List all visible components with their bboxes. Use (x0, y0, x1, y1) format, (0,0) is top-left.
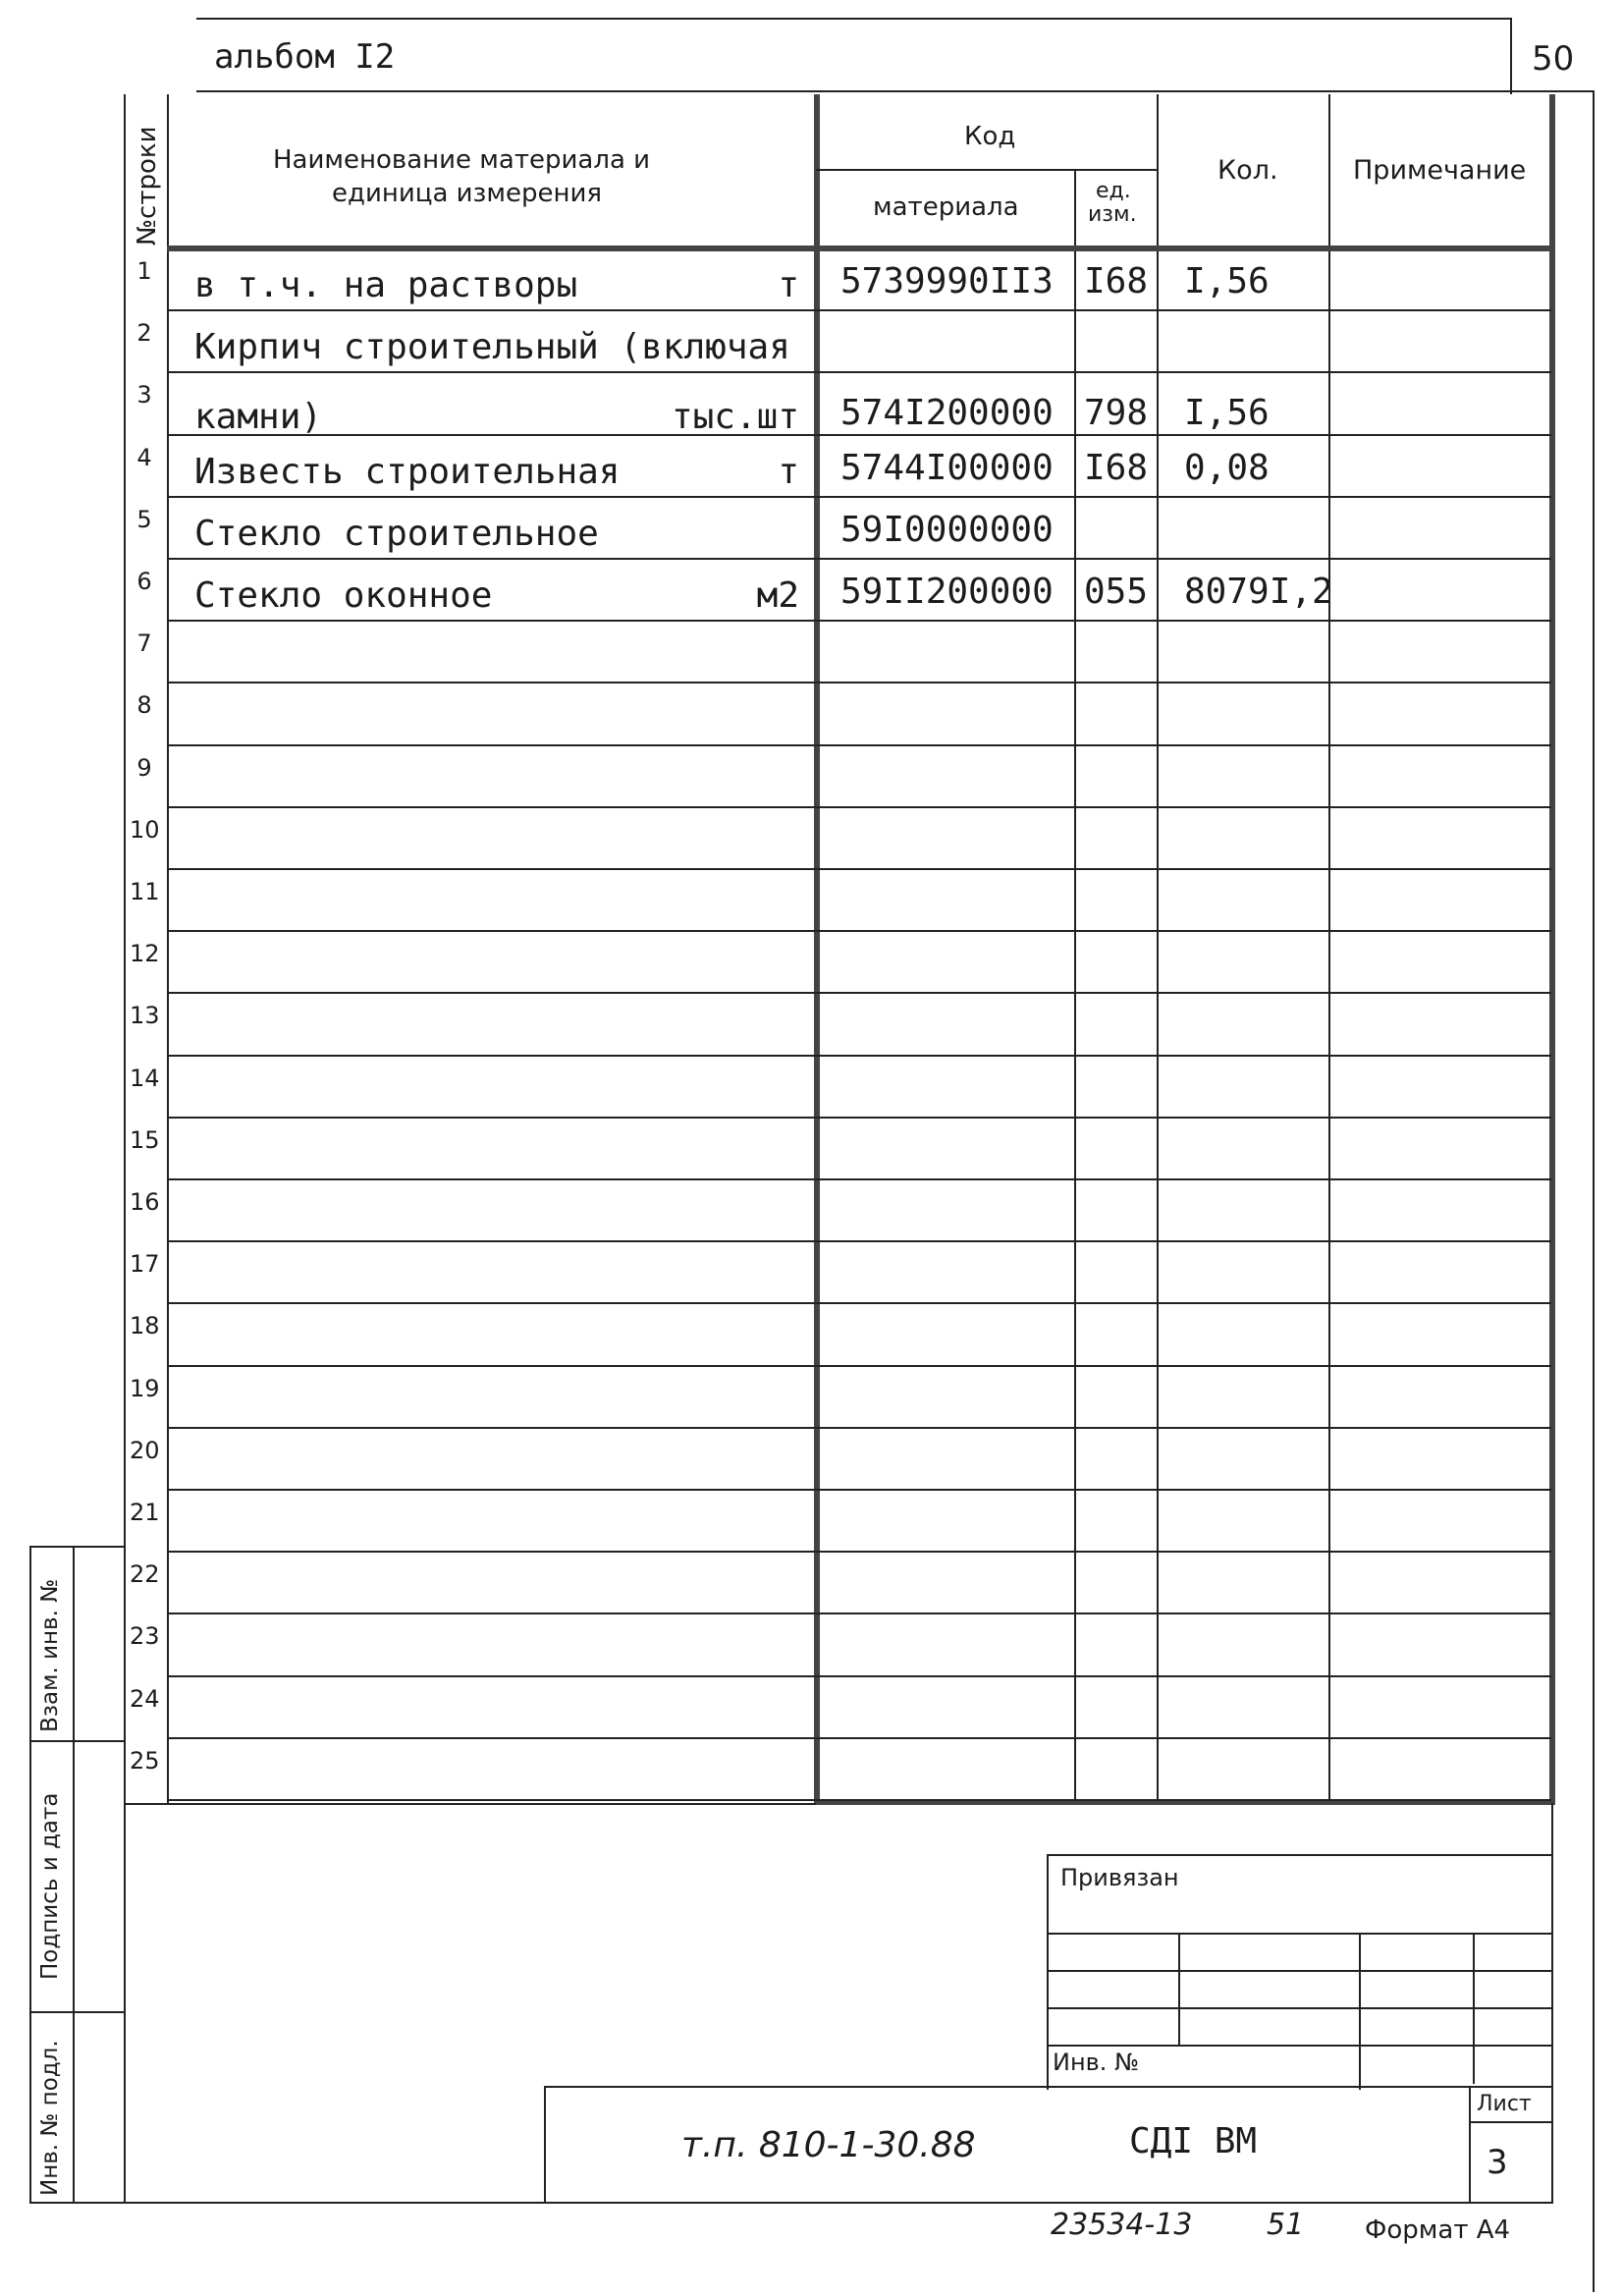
unit-of-measure: т (778, 265, 799, 305)
row-rule (167, 868, 1551, 870)
side-block-left (29, 1546, 31, 2202)
row-number: 2 (136, 319, 152, 347)
unit-code: 055 (1084, 572, 1149, 612)
inv-original-label: Инв. № подл. (37, 2040, 63, 2196)
material-code: 5744I00000 (840, 448, 1054, 488)
material-code: 5739990II3 (840, 261, 1054, 301)
row-rule (167, 1737, 1551, 1739)
unit-header-line1: ед. (1096, 179, 1131, 203)
row-rule (167, 558, 1551, 560)
frame-left (124, 1803, 126, 2202)
name-header-line2: единица измерения (332, 179, 603, 208)
row-rule (167, 1613, 1551, 1614)
frame-bottom (29, 2202, 1553, 2204)
material-code: 574I200000 (840, 393, 1054, 433)
row-number: 12 (130, 940, 160, 967)
unit-header-line2: изм. (1088, 202, 1137, 227)
quantity: 0,08 (1184, 448, 1270, 488)
row-rule (167, 1302, 1551, 1304)
row-rule (167, 930, 1551, 932)
name-header-line1: Наименование материала и (273, 145, 651, 175)
row-number: 16 (130, 1188, 160, 1216)
unit-code: I68 (1084, 261, 1149, 301)
stamp-rule-3 (1047, 2007, 1551, 2009)
code-subheader-rule (816, 169, 1158, 171)
row-rule (167, 1055, 1551, 1057)
frame-right-lower (1551, 1803, 1553, 2202)
stamp-col-1 (1178, 1933, 1180, 2045)
row-rule (167, 496, 1551, 498)
row-number: 22 (130, 1560, 160, 1588)
frame-right-outer (1593, 90, 1595, 2292)
col-unit-right (1157, 94, 1159, 1799)
stamp-rule-4 (1047, 2045, 1551, 2047)
replace-inv-label: Взам. инв. № (37, 1578, 63, 1732)
row-number: 10 (130, 816, 160, 844)
row-number: 6 (136, 568, 152, 595)
side-block-top (29, 1546, 124, 1548)
row-number: 24 (130, 1685, 160, 1713)
row-rule (167, 1799, 1551, 1801)
sheet-box-left (1469, 2086, 1471, 2202)
stamp-left-upper (1047, 1854, 1049, 2090)
row-number: 19 (130, 1375, 160, 1402)
row-number-header: №строки (133, 126, 162, 246)
unit-code: 798 (1084, 393, 1149, 433)
row-rule (167, 620, 1551, 622)
material-code: 59II200000 (840, 572, 1054, 612)
page-number: 50 (1532, 39, 1575, 79)
row-number: 17 (130, 1250, 160, 1278)
col-rownum-right (167, 94, 169, 1805)
album-label: альбом I2 (214, 37, 396, 77)
unit-of-measure: тыс.шт (671, 397, 799, 437)
row-rule (167, 744, 1551, 746)
qty-header: Кол. (1217, 155, 1278, 186)
material-name: в т.ч. на растворы (194, 265, 578, 305)
material-name: Стекло строительное (194, 514, 599, 554)
stamp-col-3 (1473, 1933, 1475, 2084)
row-number: 15 (130, 1126, 160, 1154)
side-block-sep2 (29, 2011, 124, 2013)
top-rule (196, 18, 1512, 20)
signature-date-label: Подпись и дата (37, 1792, 63, 1980)
col-name-right (814, 94, 820, 1804)
row-rule (167, 1489, 1551, 1491)
quantity: 8079I,2 (1184, 572, 1333, 612)
stamp-col-2 (1359, 1933, 1361, 2090)
material-name: камни) (194, 397, 323, 437)
row-rule (167, 309, 1551, 311)
row-number: 21 (130, 1499, 160, 1526)
row-rule (167, 434, 1551, 436)
sheet-ref: 51 (1267, 2208, 1305, 2242)
row-rule (167, 1365, 1551, 1367)
row-rule (167, 1178, 1551, 1180)
row-number: 23 (130, 1622, 160, 1650)
material-code: 59I0000000 (840, 510, 1054, 550)
row-number: 20 (130, 1437, 160, 1464)
row-rule (167, 1551, 1551, 1553)
row-number: 13 (130, 1002, 160, 1029)
material-code-header: материала (873, 192, 1019, 222)
designation-top (544, 2086, 1551, 2088)
stamp-rule-1 (1047, 1933, 1551, 1935)
row-number: 14 (130, 1065, 160, 1092)
quantity: I,56 (1184, 261, 1270, 301)
row-number: 5 (136, 506, 152, 533)
row-number: 25 (130, 1747, 160, 1775)
header-bottom-rule (167, 246, 1555, 251)
col-code-right (1074, 169, 1076, 1799)
table-bottom-rule-left (124, 1803, 816, 1805)
stamp-rule-2 (1047, 1970, 1551, 1972)
designation-left (544, 2086, 546, 2202)
table-left-border (124, 94, 126, 1805)
quantity: I,56 (1184, 393, 1270, 433)
designation: т.п. 810-1-30.88 (681, 2125, 976, 2165)
row-number: 7 (136, 629, 152, 657)
side-block-sep1 (29, 1740, 124, 1742)
inv-no-label: Инв. № (1053, 2049, 1140, 2076)
header-rule (196, 90, 1593, 92)
code-header: Код (964, 122, 1016, 151)
material-name: Известь строительная (194, 452, 621, 492)
sheet-value: 3 (1487, 2143, 1508, 2182)
row-rule (167, 1675, 1551, 1677)
col-qty-right (1328, 94, 1330, 1799)
material-name: Кирпич строительный (включая (194, 327, 790, 367)
row-number: 11 (130, 878, 160, 905)
sheet-box-rule (1469, 2121, 1551, 2123)
sheet-label: Лист (1477, 2092, 1532, 2116)
row-number: 4 (136, 444, 152, 471)
unit-of-measure: т (778, 452, 799, 492)
page-number-box-left (1510, 18, 1512, 94)
row-rule (167, 682, 1551, 683)
row-rule (167, 806, 1551, 808)
row-number: 18 (130, 1312, 160, 1339)
row-number: 3 (136, 381, 152, 409)
row-rule (167, 1427, 1551, 1429)
unit-code: I68 (1084, 448, 1149, 488)
note-header: Примечание (1353, 155, 1527, 186)
row-rule (167, 1117, 1551, 1119)
stamp-top (1047, 1854, 1551, 1856)
material-name: Стекло оконное (194, 575, 493, 616)
format-label: Формат А4 (1365, 2215, 1511, 2245)
row-number: 9 (136, 754, 152, 782)
table-right-border (1549, 94, 1555, 1804)
row-rule (167, 1240, 1551, 1242)
bound-label: Привязан (1060, 1864, 1179, 1891)
order-number: 23534-13 (1051, 2208, 1193, 2242)
row-rule (167, 371, 1551, 373)
row-number: 8 (136, 691, 152, 719)
side-block-mid (73, 1546, 75, 2202)
doc-code: СДI ВМ (1129, 2121, 1258, 2161)
row-rule (167, 992, 1551, 994)
unit-of-measure: м2 (756, 575, 799, 616)
row-number: 1 (136, 257, 152, 285)
